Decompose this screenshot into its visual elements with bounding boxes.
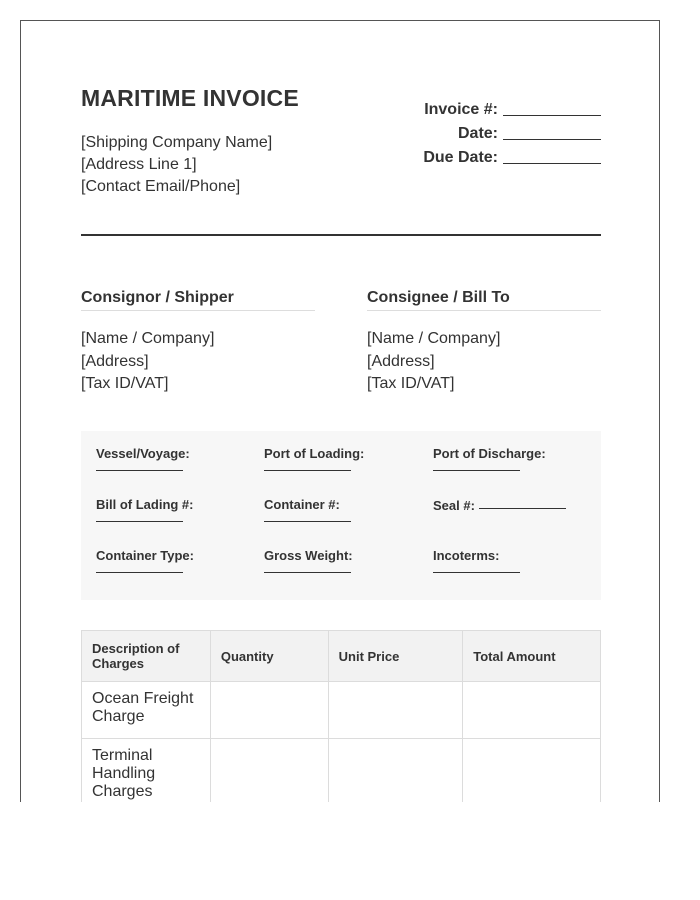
charge-quantity[interactable] <box>210 739 328 803</box>
seal-number-label: Seal #: <box>433 498 475 513</box>
container-type-field <box>96 546 194 573</box>
charge-description: Ocean Freight Charge <box>82 682 211 739</box>
company-address: [Address Line 1] <box>81 156 197 173</box>
incoterms-field <box>433 546 520 573</box>
gross-weight-label: Gross Weight: <box>264 548 353 563</box>
charge-quantity[interactable] <box>210 682 328 739</box>
vessel-voyage-label: Vessel/Voyage: <box>96 446 190 461</box>
invoice-meta <box>361 97 601 169</box>
incoterms-label: Incoterms: <box>433 548 500 563</box>
date-row <box>361 121 601 145</box>
charge-total[interactable] <box>463 682 601 739</box>
consignee-heading: Consignee / Bill To <box>367 288 601 311</box>
date-field[interactable] <box>503 123 601 140</box>
vessel-voyage-blank[interactable] <box>96 464 183 471</box>
invoice-number-row <box>361 97 601 121</box>
consignor-details <box>81 328 315 396</box>
shipment-details-box <box>81 431 601 600</box>
bill-of-lading-label: Bill of Lading #: <box>96 497 194 512</box>
container-type-label: Container Type: <box>96 548 194 563</box>
seal-number-blank[interactable] <box>479 494 566 509</box>
table-row <box>82 739 601 803</box>
column-header-description: Description of Charges <box>82 631 211 682</box>
consignee-tax-id: [Tax ID/VAT] <box>367 375 455 392</box>
consignor-tax-id: [Tax ID/VAT] <box>81 375 169 392</box>
container-number-label: Container #: <box>264 497 340 512</box>
port-of-loading-label: Port of Loading: <box>264 446 365 461</box>
table-row <box>82 682 601 739</box>
consignor-heading: Consignor / Shipper <box>81 288 315 311</box>
container-number-blank[interactable] <box>264 515 351 522</box>
consignee-block <box>367 288 601 396</box>
charge-unit-price[interactable] <box>328 682 463 739</box>
charge-total[interactable] <box>463 739 601 803</box>
due-date-row <box>361 145 601 169</box>
company-name: [Shipping Company Name] <box>81 134 273 151</box>
vessel-voyage-field <box>96 444 190 471</box>
charge-unit-price[interactable] <box>328 739 463 803</box>
invoice-number-field[interactable] <box>503 99 601 116</box>
invoice-number-label: Invoice #: <box>424 101 498 118</box>
due-date-field[interactable] <box>503 147 601 164</box>
container-type-blank[interactable] <box>96 566 183 573</box>
charge-description: Terminal Handling Charges <box>82 739 211 803</box>
port-of-discharge-blank[interactable] <box>433 464 520 471</box>
company-contact: [Contact Email/Phone] <box>81 178 241 195</box>
invoice-title: MARITIME INVOICE <box>81 85 299 111</box>
charges-header-row <box>82 631 601 682</box>
column-header-quantity: Quantity <box>210 631 328 682</box>
column-header-unit-price: Unit Price <box>328 631 463 682</box>
incoterms-blank[interactable] <box>433 566 520 573</box>
date-label: Date: <box>457 125 498 142</box>
charges-table <box>81 630 601 802</box>
consignor-name: [Name / Company] <box>81 330 215 347</box>
port-of-discharge-field <box>433 444 546 471</box>
bill-of-lading-blank[interactable] <box>96 515 183 522</box>
seal-number-field <box>433 495 566 516</box>
bill-of-lading-field <box>96 495 194 522</box>
consignor-address: [Address] <box>81 352 149 370</box>
container-number-field <box>264 495 351 522</box>
company-block <box>81 132 272 198</box>
consignor-block <box>81 288 315 396</box>
header-divider <box>81 234 601 236</box>
due-date-label: Due Date: <box>423 149 498 166</box>
invoice-sheet <box>20 20 660 802</box>
port-of-discharge-label: Port of Discharge: <box>433 446 546 461</box>
column-header-total-amount: Total Amount <box>463 631 601 682</box>
port-of-loading-blank[interactable] <box>264 464 351 471</box>
gross-weight-field <box>264 546 353 573</box>
port-of-loading-field <box>264 444 364 471</box>
consignee-name: [Name / Company] <box>367 330 501 347</box>
consignee-address: [Address] <box>367 352 435 370</box>
gross-weight-blank[interactable] <box>264 566 351 573</box>
consignee-details <box>367 328 601 396</box>
